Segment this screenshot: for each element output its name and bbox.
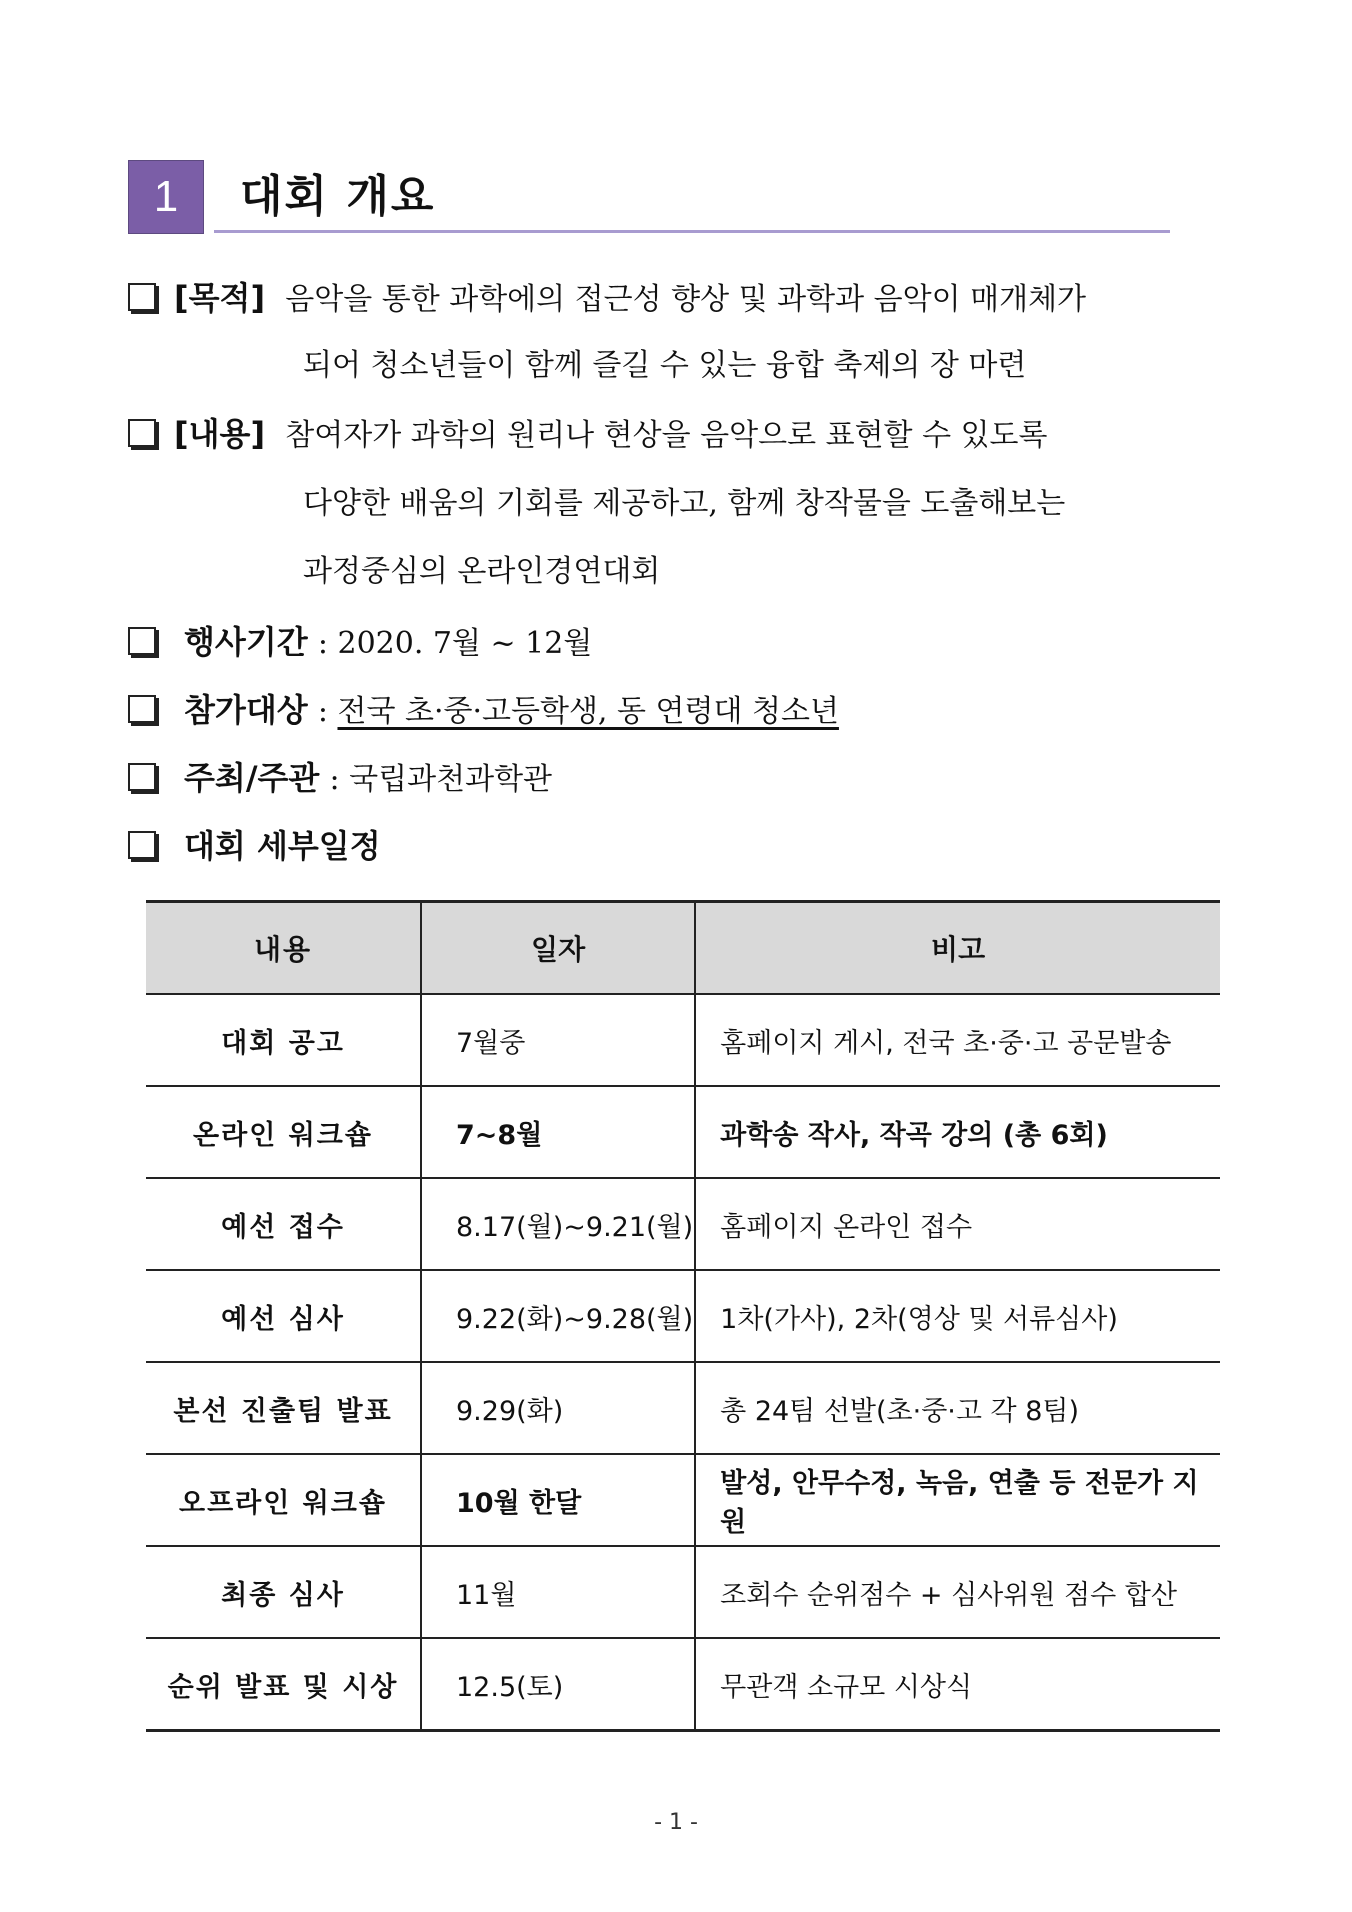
cell-date: 7월중: [421, 994, 695, 1086]
cell-note: 발성, 안무수정, 녹음, 연출 등 전문가 지원: [695, 1454, 1220, 1546]
cell-note: 무관객 소규모 시상식: [695, 1638, 1220, 1731]
content-line3: 과정중심의 온라인경연대회: [303, 554, 661, 589]
section-number: 1: [153, 172, 179, 221]
cell-note: 총 24팀 선발(초·중·고 각 8팀): [695, 1362, 1220, 1454]
host-row: 주최/주관 : 국립과천과학관: [128, 756, 552, 802]
cell-date: 11월: [421, 1546, 695, 1638]
purpose-row: [128, 276, 1086, 322]
header-item: 내용: [146, 902, 421, 995]
checkbox-bullet-icon: [128, 831, 156, 859]
cell-item: 순위 발표 및 시상: [146, 1638, 421, 1731]
cell-item: 예선 심사: [146, 1270, 421, 1362]
content-row: [128, 412, 1048, 458]
table-row: [146, 1362, 1220, 1454]
page-number: - 1 -: [654, 1810, 698, 1835]
period-value: 2020. 7월 ~ 12월: [337, 626, 593, 661]
content-line1: 참여자가 과학의 원리나 현상을 음악으로 표현할 수 있도록: [285, 418, 1048, 453]
table-row: [146, 1638, 1220, 1731]
host-label: 주최/주관: [184, 759, 320, 797]
checkbox-bullet-icon: [128, 627, 156, 655]
cell-item: 온라인 워크숍: [146, 1086, 421, 1178]
checkbox-bullet-icon: [128, 419, 156, 447]
schedule-heading-row: [128, 824, 381, 868]
target-row: 참가대상 : 전국 초·중·고등학생, 동 연령대 청소년: [128, 688, 839, 734]
header-date: 일자: [421, 902, 695, 995]
target-label: 참가대상: [184, 691, 308, 729]
content-line2: 다양한 배움의 기회를 제공하고, 함께 창작물을 도출해보는: [303, 486, 1066, 521]
schedule-heading: 대회 세부일정: [184, 827, 381, 865]
table-row: [146, 1178, 1220, 1270]
cell-date: 10월 한달: [421, 1454, 695, 1546]
cell-date: 12.5(토): [421, 1638, 695, 1731]
purpose-line1: 음악을 통한 과학에의 접근성 향상 및 과학과 음악이 매개체가: [285, 282, 1087, 317]
section-title: 대회 개요: [240, 171, 436, 222]
table-row: [146, 1454, 1220, 1546]
cell-note: 조회수 순위점수 + 심사위원 점수 합산: [695, 1546, 1220, 1638]
period-label: 행사기간: [184, 623, 308, 661]
table-row: [146, 1086, 1220, 1178]
cell-note: 홈페이지 온라인 접수: [695, 1178, 1220, 1270]
host-value: 국립과천과학관: [349, 762, 553, 797]
cell-note: 홈페이지 게시, 전국 초·중·고 공문발송: [695, 994, 1220, 1086]
schedule-table: [146, 900, 1220, 1732]
checkbox-bullet-icon: [128, 283, 156, 311]
table-row: [146, 1270, 1220, 1362]
cell-note: 1차(가사), 2차(영상 및 서류심사): [695, 1270, 1220, 1362]
purpose-label: [목적]: [174, 279, 266, 317]
cell-date: 9.22(화)~9.28(월): [421, 1270, 695, 1362]
content-label: [내용]: [174, 415, 266, 453]
cell-date: 9.29(화): [421, 1362, 695, 1454]
cell-date: 7~8월: [421, 1086, 695, 1178]
table-header-row: [146, 902, 1220, 995]
cell-item: 오프라인 워크숍: [146, 1454, 421, 1546]
checkbox-bullet-icon: [128, 763, 156, 791]
table-row: [146, 1546, 1220, 1638]
section-title-underline: [214, 230, 1170, 233]
cell-item: 최종 심사: [146, 1546, 421, 1638]
cell-note: 과학송 작사, 작곡 강의 (총 6회): [695, 1086, 1220, 1178]
section-number-box: [128, 160, 204, 234]
cell-date: 8.17(월)~9.21(월): [421, 1178, 695, 1270]
cell-item: 본선 진출팀 발표: [146, 1362, 421, 1454]
table-row: [146, 994, 1220, 1086]
purpose-line2: 되어 청소년들이 함께 즐길 수 있는 융합 축제의 장 마련: [303, 348, 1027, 383]
header-note: 비고: [695, 902, 1220, 995]
cell-item: 대회 공고: [146, 994, 421, 1086]
checkbox-bullet-icon: [128, 695, 156, 723]
cell-item: 예선 접수: [146, 1178, 421, 1270]
target-value: 전국 초·중·고등학생, 동 연령대 청소년: [337, 694, 839, 729]
period-row: 행사기간 : 2020. 7월 ~ 12월: [128, 620, 592, 666]
